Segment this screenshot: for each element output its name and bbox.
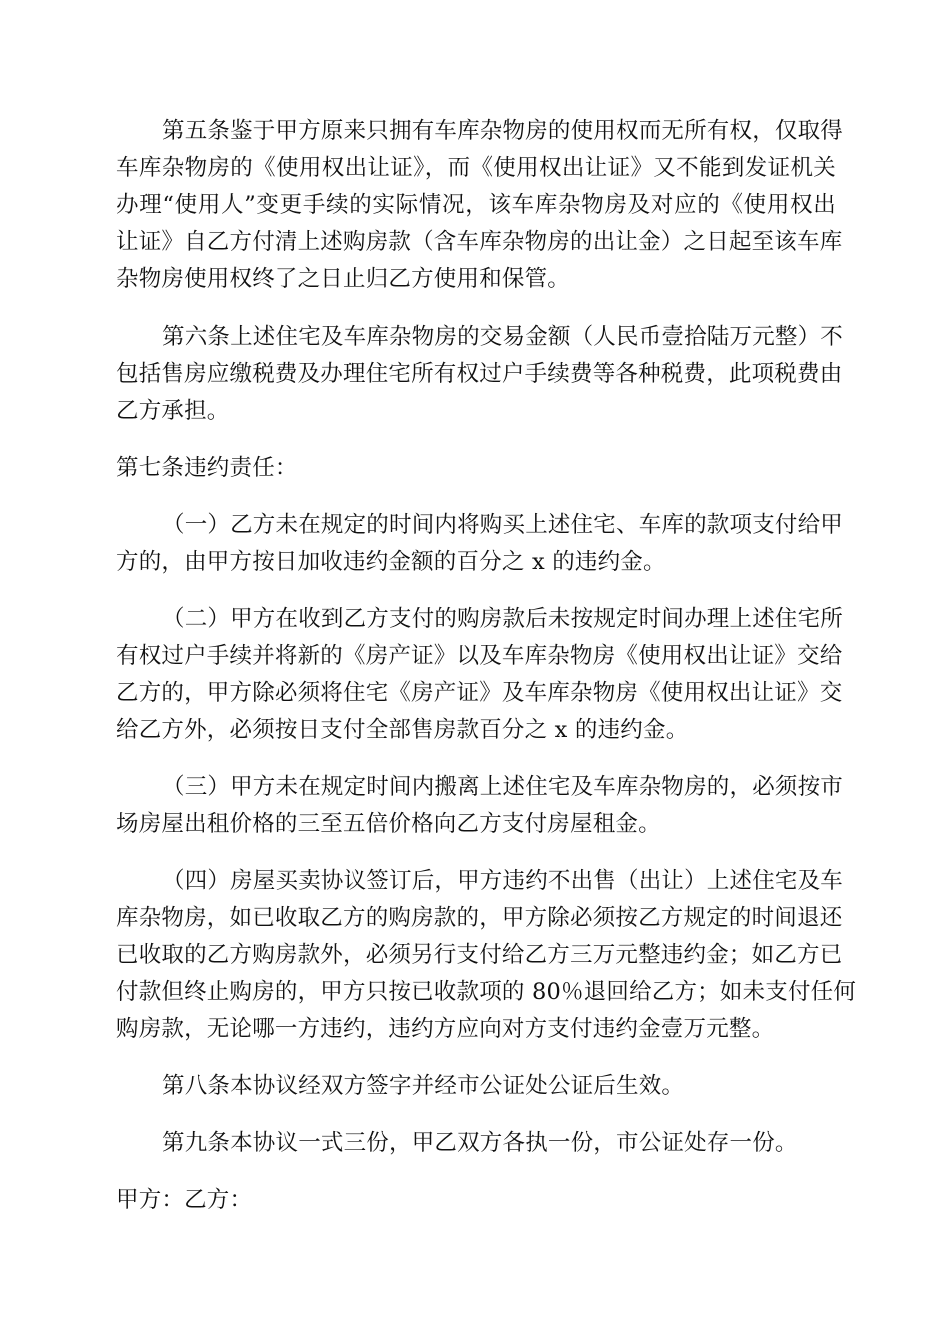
article-7-item-4-line-5: 购房款，无论哪一方违约，违约方应向对方支付违约金壹万元整。: [116, 1016, 775, 1042]
article-7-item-2-line-2: 有权过户手续并将新的《房产证》以及车库杂物房《使用权出让证》交给: [116, 643, 843, 669]
article-7-item-4-line-1: （四）房屋买卖协议签订后，甲方违约不出售（出让）上述住宅及车: [162, 868, 844, 894]
article-7-item-3-line-1: （三）甲方未在规定时间内搬离上述住宅及车库杂物房的，必须按市: [162, 774, 844, 800]
article-5-line-1: 第五条鉴于甲方原来只拥有车库杂物房的使用权而无所有权，仅取得: [162, 118, 844, 144]
article-7-item-4-line-2: 库杂物房，如已收取乙方的购房款的，甲方除必须按乙方规定的时间退还: [116, 905, 843, 931]
article-7-title: 第七条违约责任：: [116, 455, 298, 481]
signature-line: 甲方：乙方：: [116, 1187, 253, 1213]
article-6-line-3: 乙方承担。: [116, 398, 230, 424]
article-7-item-2-line-1: （二）甲方在收到乙方支付的购房款后未按规定时间办理上述住宅所: [162, 606, 844, 632]
article-7-item-2-line-3: 乙方的，甲方除必须将住宅《房产证》及车库杂物房《使用权出让证》交: [116, 680, 843, 706]
article-5-line-5: 杂物房使用权终了之日止归乙方使用和保管。: [116, 266, 571, 292]
article-7-item-3-line-2: 场房屋出租价格的三至五倍价格向乙方支付房屋租金。: [116, 811, 661, 837]
article-5-line-2: 车库杂物房的《使用权出让证》，而《使用权出让证》又不能到发证机关: [116, 155, 836, 181]
article-5-line-3: 办理“使用人”变更手续的实际情况，该车库杂物房及对应的《使用权出: [116, 192, 836, 218]
article-9: 第九条本协议一式三份，甲乙双方各执一份，市公证处存一份。: [162, 1130, 798, 1156]
article-7-item-2-line-4: 给乙方外，必须按日支付全部售房款百分之 x 的违约金。: [116, 717, 689, 743]
article-7-item-4-line-4: 付款但终止购房的，甲方只按已收款项的 80％退回给乙方；如未支付任何: [116, 979, 857, 1005]
article-6-line-1: 第六条上述住宅及车库杂物房的交易金额（人民币壹拾陆万元整）不: [162, 324, 844, 350]
article-7-item-4-line-3: 已收取的乙方购房款外，必须另行支付给乙方三万元整违约金；如乙方已: [116, 942, 843, 968]
article-7-item-1-line-1: （一）乙方未在规定的时间内将购买上述住宅、车库的款项支付给甲: [162, 512, 844, 538]
article-5-line-4: 让证》自乙方付清上述购房款（含车库杂物房的出让金）之日起至该车库: [116, 229, 843, 255]
article-8: 第八条本协议经双方签字并经市公证处公证后生效。: [162, 1073, 685, 1099]
article-7-item-1-line-2: 方的，由甲方按日加收违约金额的百分之 x 的违约金。: [116, 549, 666, 575]
article-6-line-2: 包括售房应缴税费及办理住宅所有权过户手续费等各种税费，此项税费由: [116, 361, 843, 387]
